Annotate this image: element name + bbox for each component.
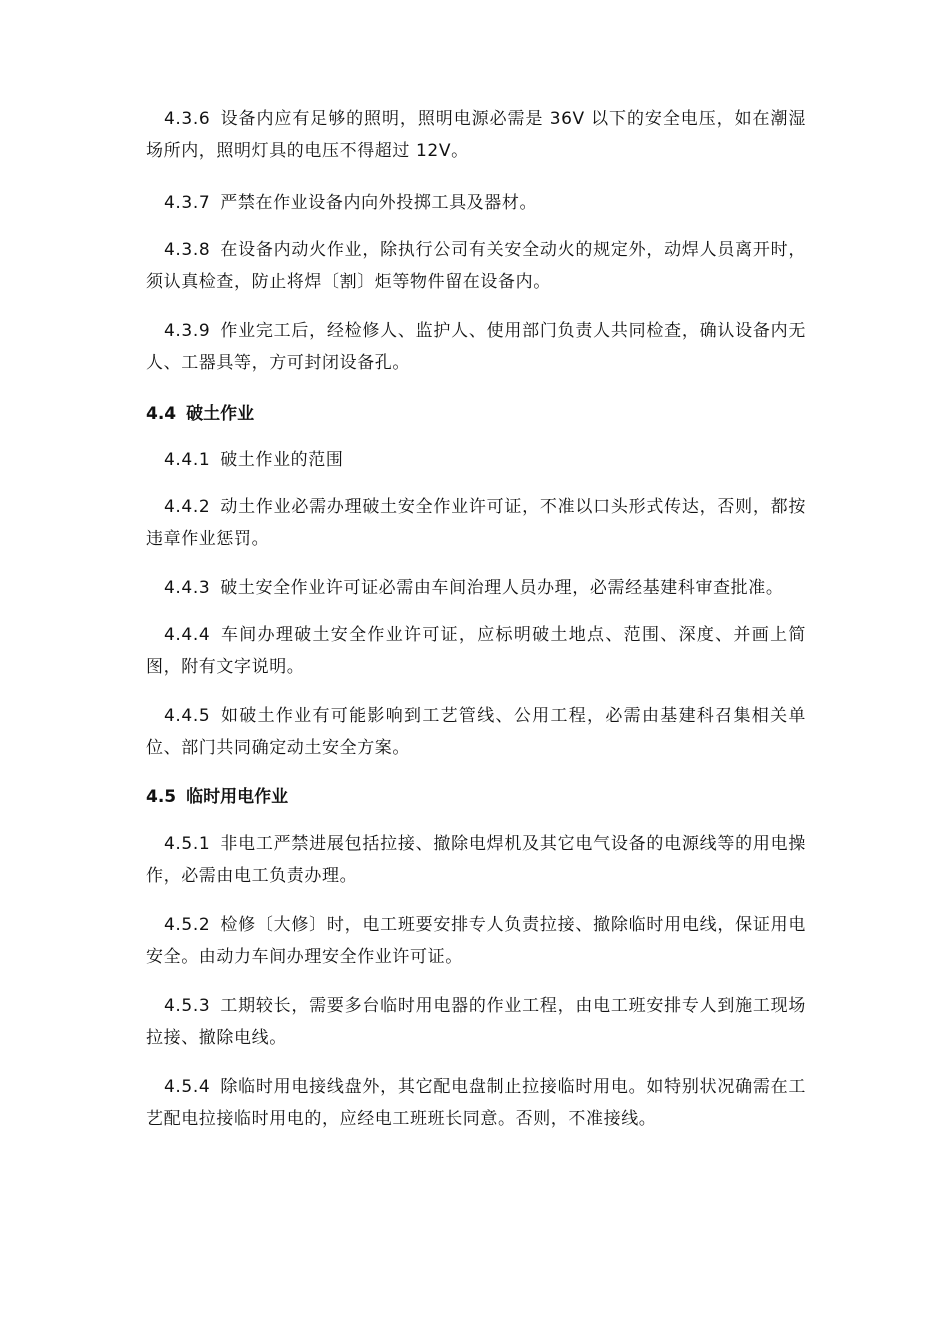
clause-number: 4.4.1 [164, 450, 211, 470]
clause-text: 车间办理破土安全作业许可证，应标明破土地点、范围、深度、并画上简图，附有文字说明。 [146, 625, 806, 677]
clause-text: 在设备内动火作业，除执行公司有关安全动火的规定外，动焊人员离开时，须认真检查，防止将焊〔割〕炬等物件留在设备内。 [146, 240, 806, 292]
paragraph-4-5-4 [146, 1071, 806, 1135]
paragraph-4-3-9 [146, 315, 806, 379]
clause-number: 4.5.4 [164, 1077, 211, 1097]
paragraph-4-5-2 [146, 909, 806, 973]
clause-number: 4.4.2 [164, 497, 211, 517]
clause-text: 破土安全作业许可证必需由车间治理人员办理，必需经基建科审查批准。 [220, 578, 784, 598]
clause-text: 设备内应有足够的照明，照明电源必需是 36V 以下的安全电压，如在潮湿场所内，照明灯具的电压不得超过 12V。 [146, 109, 806, 161]
paragraph-4-4-3 [146, 572, 806, 604]
clause-text: 严禁在作业设备内向外投掷工具及器材。 [220, 193, 538, 213]
clause-text: 如破土作业有可能影响到工艺管线、公用工程，必需由基建科召集相关单位、部门共同确定动土安全方案。 [146, 706, 806, 758]
clause-text: 动土作业必需办理破土安全作业许可证，不准以口头形式传达，否则，都按违章作业惩罚。 [146, 497, 806, 549]
paragraph-4-4-2 [146, 491, 806, 555]
clause-text: 除临时用电接线盘外，其它配电盘制止拉接临时用电。如特别状况确需在工艺配电拉接临时用电的，应经电工班班长同意。否则，不准接线。 [146, 1077, 806, 1129]
clause-text: 破土作业的范围 [220, 450, 344, 470]
clause-number: 4.5.1 [164, 834, 211, 854]
paragraph-4-4-5 [146, 700, 806, 764]
paragraph-4-3-8 [146, 234, 806, 298]
clause-number: 4.3.8 [164, 240, 211, 260]
clause-text: 作业完工后，经检修人、监护人、使用部门负责人共同检查，确认设备内无人、工器具等，方可封闭设备孔。 [146, 321, 806, 373]
clause-text: 工期较长，需要多台临时用电器的作业工程，由电工班安排专人到施工现场拉接、撤除电线。 [146, 996, 806, 1048]
paragraph-4-4-4 [146, 619, 806, 683]
paragraph-4-3-6 [146, 103, 806, 167]
clause-number: 4.3.6 [164, 109, 211, 129]
clause-number: 4.3.7 [164, 193, 211, 213]
clause-number: 4.5.3 [164, 996, 211, 1016]
section-title: 临时用电作业 [186, 787, 289, 807]
paragraph-4-5-1 [146, 828, 806, 892]
clause-text: 非电工严禁进展包括拉接、撤除电焊机及其它电气设备的电源线等的用电操作，必需由电工负责办理。 [146, 834, 806, 886]
clause-number: 4.3.9 [164, 321, 211, 341]
section-number: 4.5 [146, 787, 177, 807]
clause-text: 检修〔大修〕时，电工班要安排专人负责拉接、撤除临时用电线，保证用电安全。由动力车间办理安全作业许可证。 [146, 915, 806, 967]
paragraph-4-5-3 [146, 990, 806, 1054]
clause-number: 4.4.5 [164, 706, 211, 726]
clause-number: 4.4.3 [164, 578, 211, 598]
section-number: 4.4 [146, 404, 177, 424]
clause-number: 4.4.4 [164, 625, 211, 645]
clause-number: 4.5.2 [164, 915, 211, 935]
section-heading-4-4 [146, 398, 806, 430]
section-title: 破土作业 [186, 404, 255, 424]
paragraph-4-3-7 [146, 187, 806, 219]
section-heading-4-5 [146, 781, 806, 813]
paragraph-4-4-1 [146, 444, 806, 476]
